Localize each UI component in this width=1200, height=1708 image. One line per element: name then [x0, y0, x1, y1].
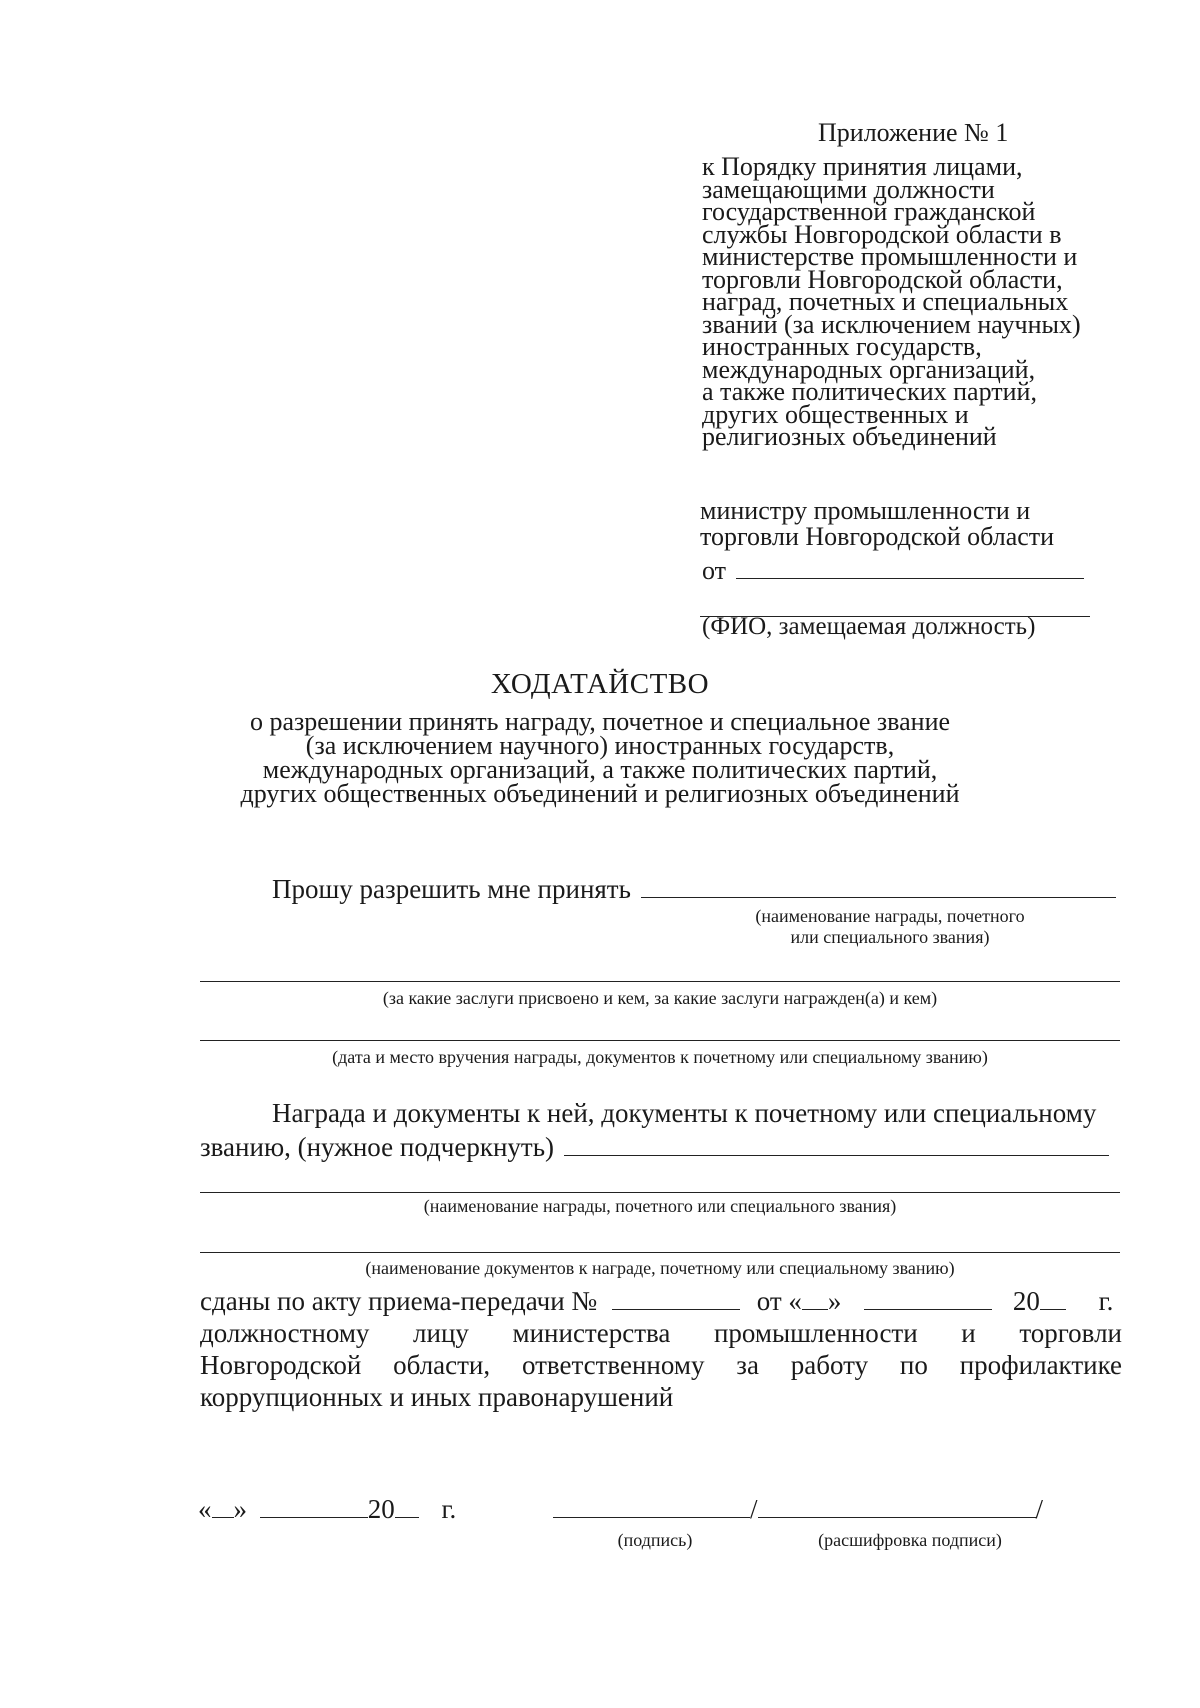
documents-field[interactable] — [200, 1252, 1120, 1253]
handed-prefix: сданы по акту приема-передачи № — [200, 1286, 598, 1316]
basis-line: иностранных государств, — [702, 332, 982, 361]
request-text: Прошу разрешить мне принять — [272, 874, 631, 904]
act-number-field[interactable] — [612, 1309, 740, 1310]
subtitle-line: о разрешении принять награду, почетное и специальное звание — [249, 707, 951, 736]
from-label: от — [702, 556, 727, 585]
merits-field[interactable] — [200, 981, 1120, 982]
basis-line: а также политических партий, — [702, 377, 1037, 406]
handed-line3: Новгородской области, ответственному за работу по профилактике — [200, 1350, 1122, 1380]
sig-slash: / — [750, 1494, 758, 1524]
basis-line: государственной гражданской — [702, 197, 1036, 226]
basis-line: других общественных и — [702, 399, 969, 429]
caption-decoding: (расшифровка подписи) — [818, 1530, 1002, 1550]
caption-award-name: (наименование награды, почетного или специального звания) — [423, 1196, 897, 1216]
document-subtitle — [0, 707, 1200, 808]
basis-line: торговли Новгородской области, — [702, 264, 1063, 294]
handed-year-suffix: г. — [1098, 1286, 1114, 1316]
sig-year-field[interactable] — [395, 1517, 419, 1518]
subtitle-line: международных организаций, а также политических партий, — [262, 755, 938, 784]
sig-slash: / — [1035, 1494, 1044, 1524]
sig-quote-open: « — [198, 1494, 212, 1524]
p2-line2-text: званию, (нужное подчеркнуть) — [200, 1132, 555, 1162]
addressee-line: торговли Новгородской области — [700, 522, 1055, 551]
award-name-field[interactable] — [641, 897, 1116, 898]
sig-quote-close: » — [233, 1494, 247, 1524]
subtitle-line: других общественных объединений и религиозных объединений — [240, 779, 960, 808]
handed-line2: должностному лицу министерства промышленности и торговли — [200, 1318, 1122, 1348]
award-title-field[interactable] — [200, 1192, 1120, 1193]
sig-month-field[interactable] — [260, 1517, 368, 1518]
act-month-field[interactable] — [864, 1309, 992, 1310]
basis-line: религиозных объединений — [702, 422, 997, 451]
act-year-field[interactable] — [1040, 1309, 1066, 1310]
addressee-line: министру промышленности и — [700, 496, 1031, 525]
handed-line4: коррупционных и иных правонарушений — [200, 1382, 674, 1412]
signature-decoding-field[interactable] — [758, 1517, 1036, 1518]
caption-date-place: (дата и место вручения награды, документов к почетному или специальному званию) — [332, 1047, 988, 1067]
basis-line: международных организаций, — [702, 354, 1036, 384]
basis-line: наград, почетных и специальных — [702, 287, 1069, 316]
handed-quote-close: » — [827, 1286, 842, 1316]
appendix-basis — [702, 152, 1122, 451]
caption-award-line: (наименование награды, почетного — [755, 906, 1025, 926]
sig-day-field[interactable] — [212, 1517, 234, 1518]
signature-fields — [553, 1494, 1043, 1525]
caption-merits: (за какие заслуги присвоено и кем, за какие заслуги награжден(а) и кем) — [382, 988, 938, 1008]
sig-year-prefix: 20 — [367, 1494, 395, 1524]
basis-line: министерстве промышленности и — [702, 242, 1078, 271]
appendix-title: Приложение № 1 — [818, 118, 1009, 147]
p2-line1: Награда и документы к ней, документы к почетному или специальному — [272, 1098, 1097, 1128]
date-place-field[interactable] — [200, 1040, 1120, 1041]
request-line — [272, 874, 1116, 905]
signature-date — [198, 1494, 456, 1525]
addressee — [700, 498, 1054, 550]
from-line — [702, 556, 1084, 586]
handed-year: 20 — [1012, 1286, 1040, 1316]
from-caption: (ФИО, замещаемая должность) — [702, 613, 1036, 640]
document-title: ХОДАТАЙСТВО — [490, 668, 710, 700]
underline-choice-field[interactable] — [564, 1155, 1109, 1156]
handed-from: от « — [756, 1286, 802, 1316]
p2-line2 — [200, 1132, 1109, 1163]
basis-line: званий (за исключением научных) — [702, 309, 1081, 339]
signature-field[interactable] — [553, 1517, 750, 1518]
act-day-field[interactable] — [802, 1309, 828, 1310]
caption-award-line: или специального звания) — [790, 927, 990, 947]
from-name-field[interactable] — [736, 578, 1084, 579]
basis-line: замещающими должности — [702, 174, 995, 204]
subtitle-line: (за исключением научного) иностранных государств, — [305, 731, 895, 760]
basis-line: к Порядку принятия лицами, — [702, 152, 1023, 181]
caption-award — [660, 906, 1120, 948]
caption-docs: (наименование документов к награде, почетному или специальному званию) — [365, 1258, 955, 1278]
sig-year-suffix: г. — [441, 1494, 457, 1524]
basis-line: службы Новгородской области в — [702, 219, 1062, 249]
caption-signature: (подпись) — [617, 1530, 693, 1550]
handed-line1 — [200, 1286, 1113, 1317]
